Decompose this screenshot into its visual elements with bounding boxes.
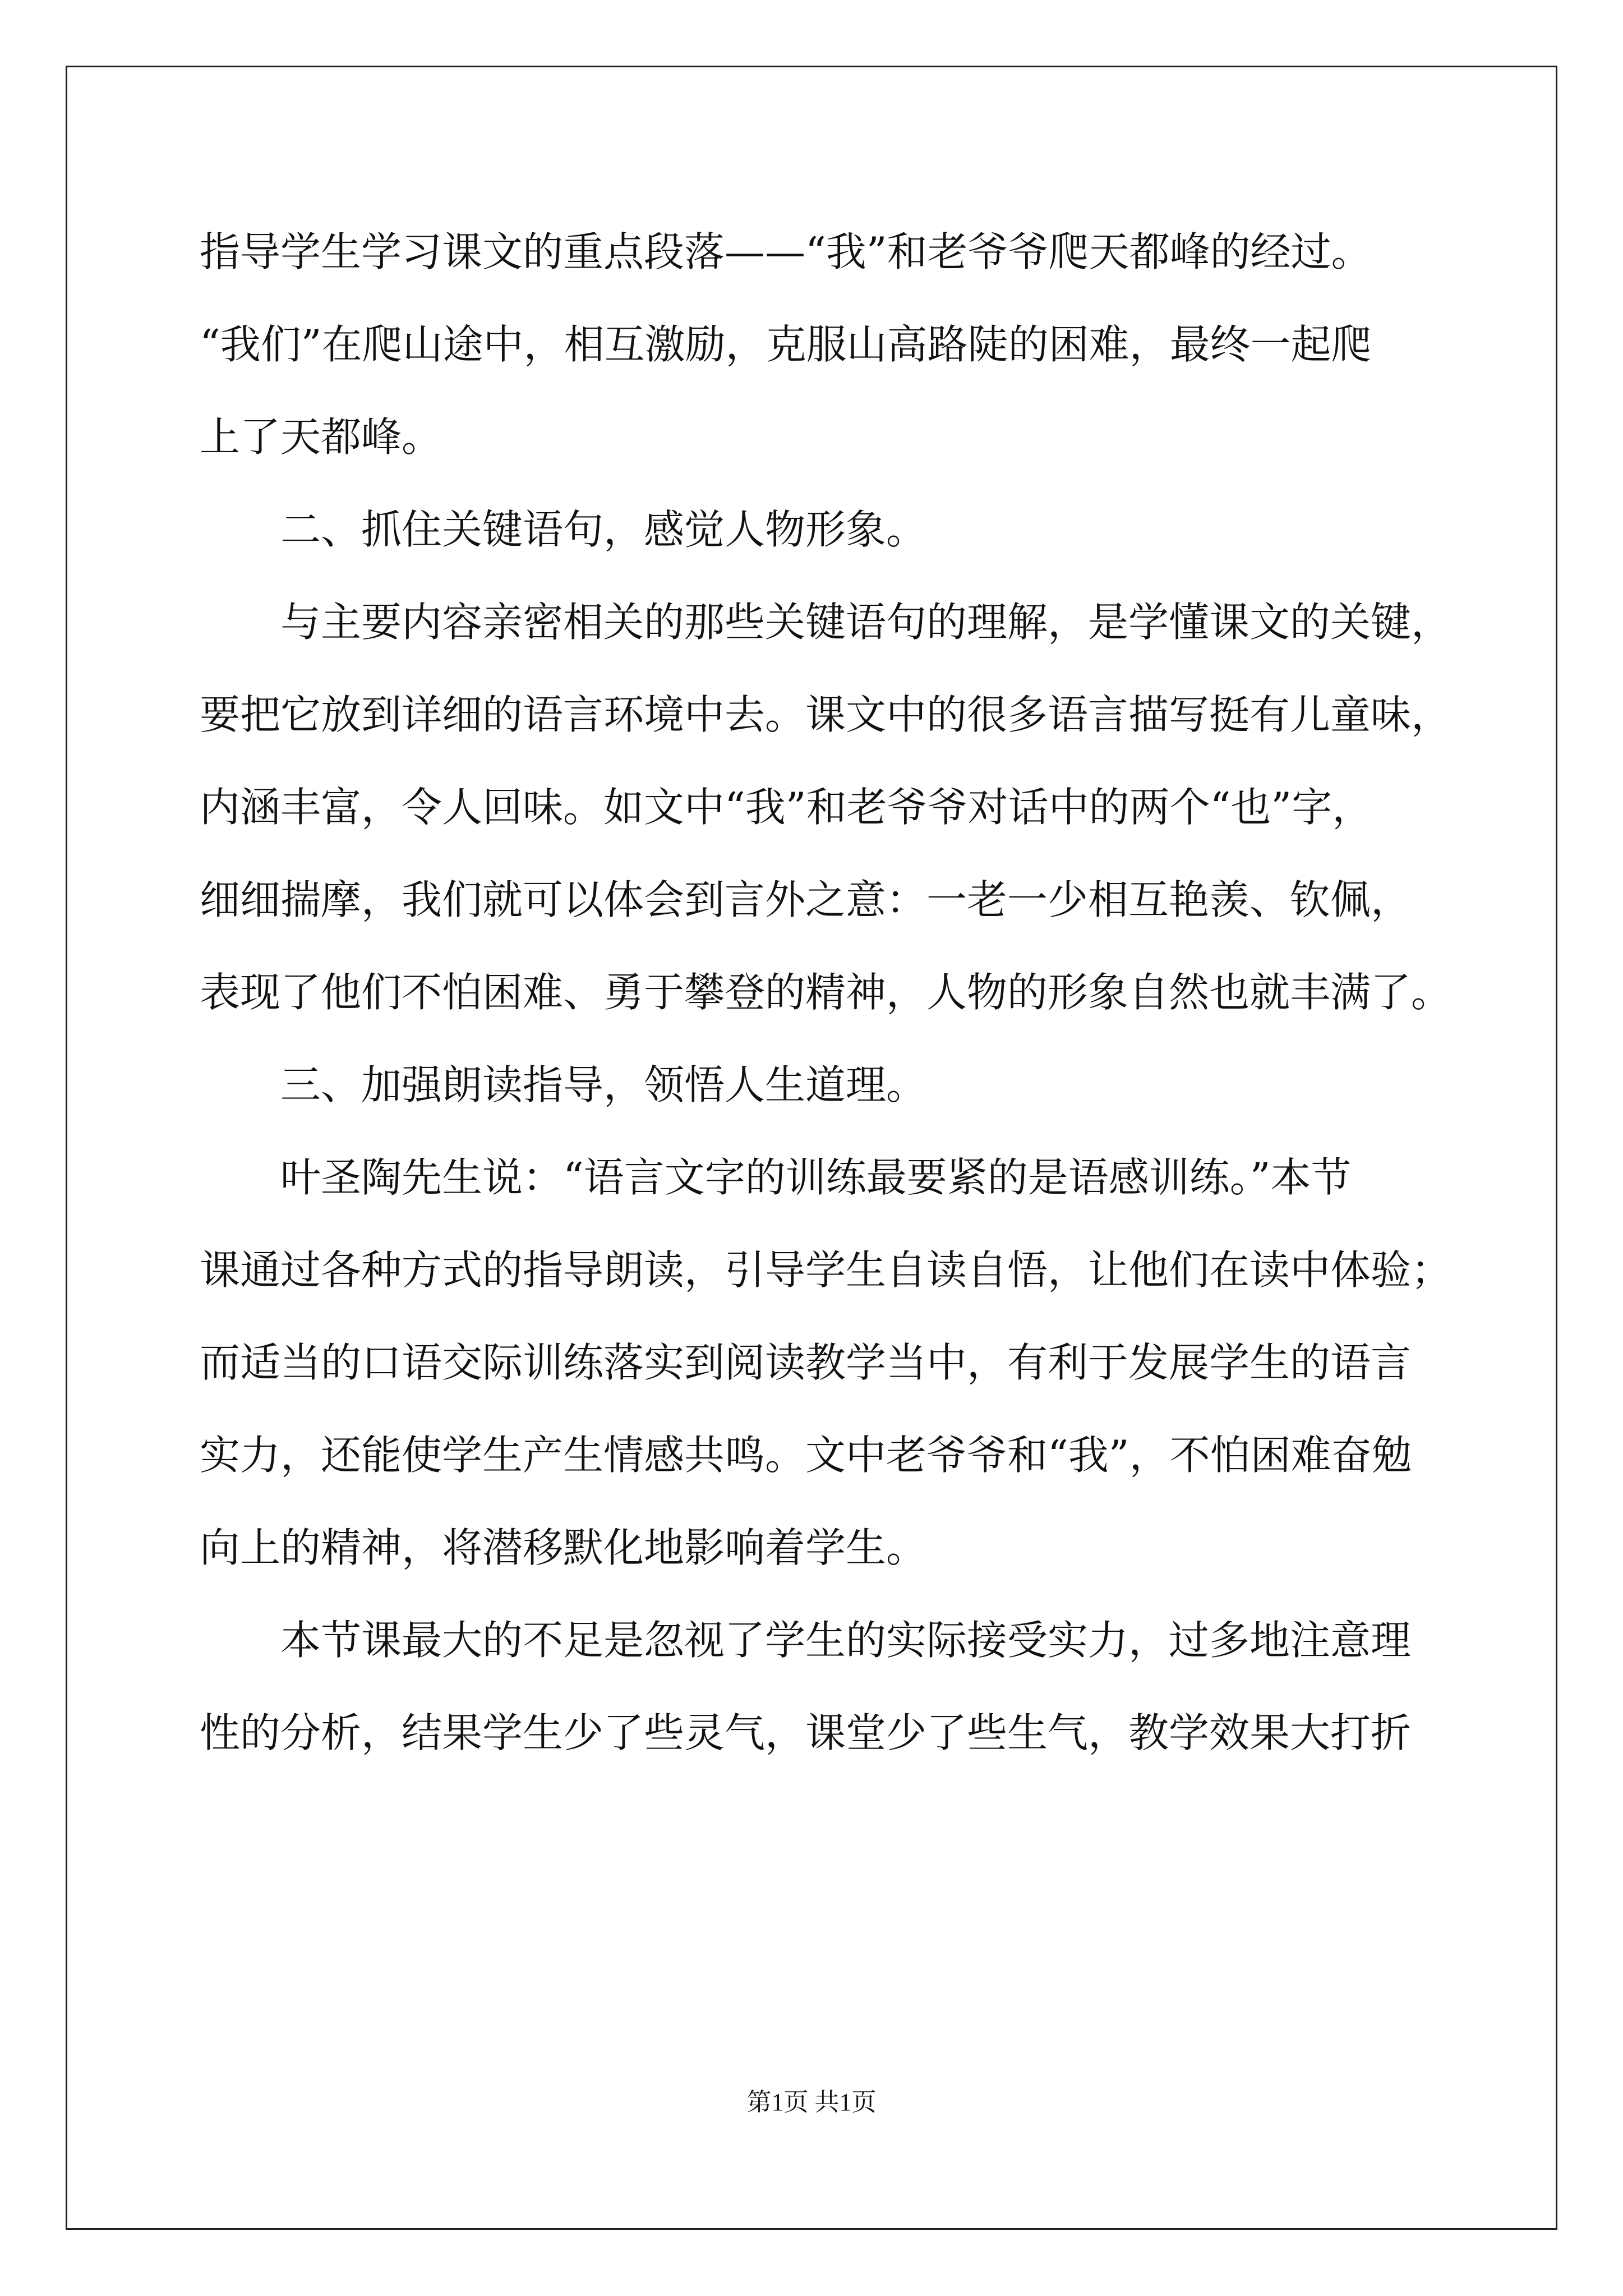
text-line: 而适当的口语交际训练落实到阅读教学当中，有利于发展学生的语言 xyxy=(200,1339,1412,1386)
text-line: 与主要内容亲密相关的那些关键语句的理解，是学懂课文的关键， xyxy=(280,599,1452,646)
text-line: 实力，还能使学生产生情感共鸣。文中老爷爷和“我”，不怕困难奋勉 xyxy=(200,1432,1412,1479)
text-line: 表现了他们不怕困难、勇于攀登的精神，人物的形象自然也就丰满了。 xyxy=(200,969,1452,1016)
page-border xyxy=(66,66,1557,2230)
section-heading: 三、加强朗读指导，领悟人生道理。 xyxy=(280,1061,927,1108)
text-line: 指导学生学习课文的重点段落——“我”和老爷爷爬天都峰的经过。 xyxy=(200,228,1372,275)
text-line: 内涵丰富，令人回味。如文中“我”和老爷爷对话中的两个“也”字， xyxy=(200,784,1373,831)
text-line: 叶圣陶先生说：“语言文字的训练最要紧的是语感训练。”本节 xyxy=(280,1154,1352,1201)
text-line: 细细揣摩，我们就可以体会到言外之意：一老一少相互艳羡、钦佩， xyxy=(200,876,1412,923)
text-line: 向上的精神，将潜移默化地影响着学生。 xyxy=(200,1524,927,1571)
text-line: 要把它放到详细的语言环境中去。课文中的很多语言描写挺有儿童味， xyxy=(200,691,1452,738)
text-line: 本节课最大的不足是忽视了学生的实际接受实力，过多地注意理 xyxy=(280,1617,1412,1664)
text-line: “我们”在爬山途中，相互激励，克服山高路陡的困难，最终一起爬 xyxy=(200,321,1372,368)
text-line: 课通过各种方式的指导朗读，引导学生自读自悟，让他们在读中体验； xyxy=(200,1246,1452,1294)
text-line: 性的分析，结果学生少了些灵气，课堂少了些生气，教学效果大打折 xyxy=(200,1709,1412,1756)
section-heading: 二、抓住关键语句，感觉人物形象。 xyxy=(280,506,927,553)
page-number-footer: 第1页 共1页 xyxy=(746,2088,877,2116)
text-line: 上了天都峰。 xyxy=(200,413,442,461)
